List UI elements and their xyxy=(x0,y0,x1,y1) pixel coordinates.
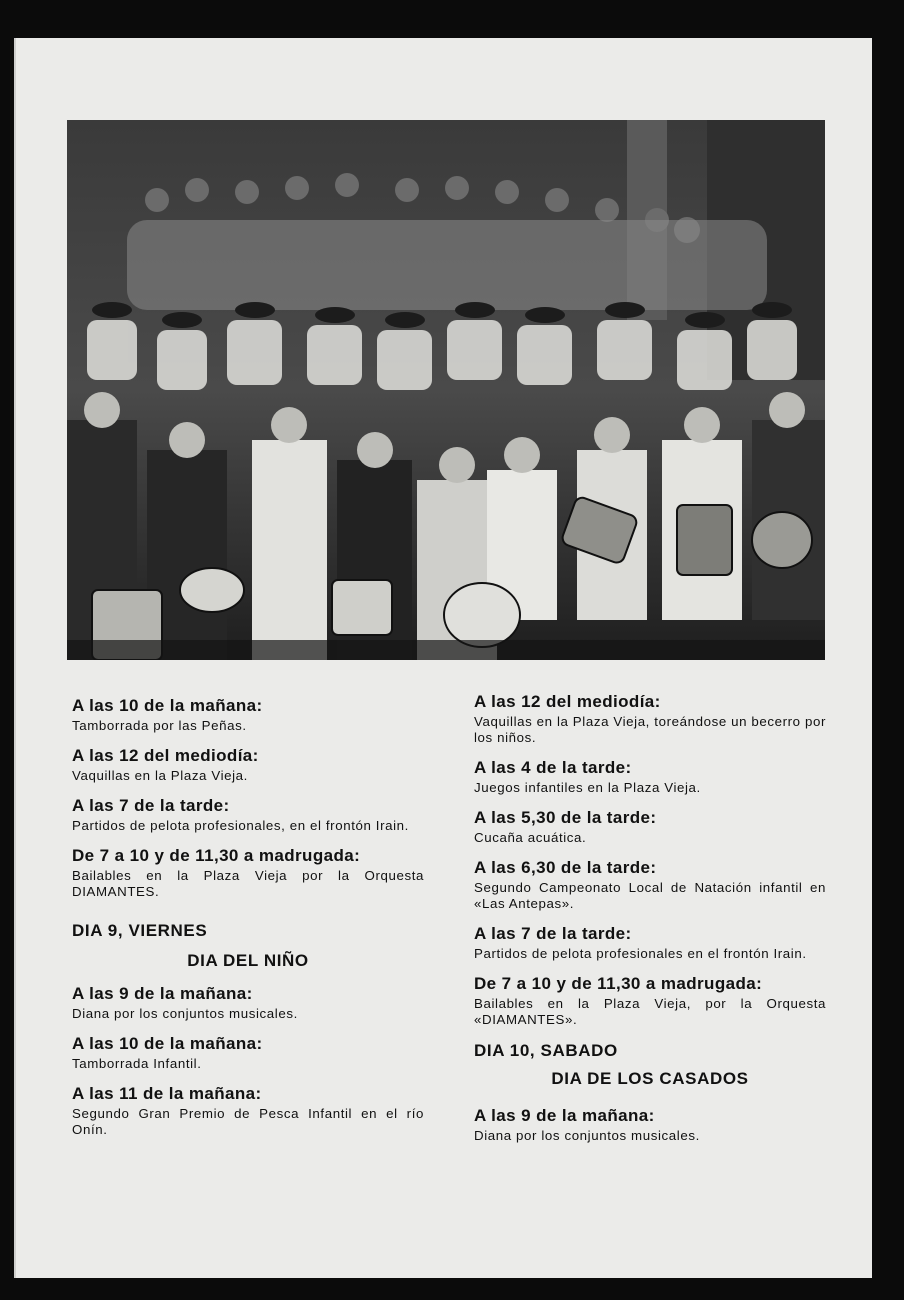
photo-illustration xyxy=(67,120,825,660)
event-item xyxy=(474,692,826,746)
event-time: A las 5,30 de la tarde: xyxy=(474,808,657,827)
event-item xyxy=(72,1084,424,1138)
event-item xyxy=(72,696,424,734)
event-description: Cucaña acuática. xyxy=(474,830,587,845)
day-heading: DIA 10, SABADO xyxy=(474,1041,618,1060)
event-time: A las 12 del mediodía: xyxy=(72,746,259,765)
event-item xyxy=(474,808,826,846)
event-time: A las 10 de la mañana: xyxy=(72,1034,263,1053)
event-item xyxy=(72,1034,424,1072)
event-description: Juegos infantiles en la Plaza Vieja. xyxy=(474,780,701,795)
event-description: Partidos de pelota profesionales en el frontón Irain. xyxy=(474,946,807,961)
event-description: Tamborrada por las Peñas. xyxy=(72,718,247,733)
event-item xyxy=(72,846,424,900)
event-description: Diana por los conjuntos musicales. xyxy=(474,1128,700,1143)
event-description: Vaquillas en la Plaza Vieja. xyxy=(72,768,248,783)
event-description: Segundo Campeonato Local de Natación infantil en «Las Antepas». xyxy=(474,880,826,911)
event-item xyxy=(474,924,826,962)
children-drummers-photo xyxy=(67,120,825,660)
event-description: Bailables en la Plaza Vieja, por la Orquesta «DIAMANTES». xyxy=(474,996,826,1027)
event-time: A las 12 del mediodía: xyxy=(474,692,661,711)
event-item xyxy=(72,984,424,1022)
event-item xyxy=(72,746,424,784)
day-heading xyxy=(72,920,424,942)
left-column xyxy=(72,696,424,1150)
event-item xyxy=(474,974,826,1028)
event-time: A las 4 de la tarde: xyxy=(474,758,632,777)
event-time: De 7 a 10 y de 11,30 a madrugada: xyxy=(72,846,361,865)
event-time: A las 9 de la mañana: xyxy=(474,1106,655,1125)
event-item xyxy=(474,1106,826,1144)
event-time: A las 9 de la mañana: xyxy=(72,984,253,1003)
event-description: Diana por los conjuntos musicales. xyxy=(72,1006,298,1021)
event-item xyxy=(474,758,826,796)
event-description: Partidos de pelota profesionales, en el frontón Irain. xyxy=(72,818,409,833)
day-heading-text: DIA 9, VIERNES xyxy=(72,921,208,940)
event-description: Vaquillas en la Plaza Vieja, toreándose un becerro por los niños. xyxy=(474,714,826,745)
event-item xyxy=(72,796,424,834)
event-time: A las 11 de la mañana: xyxy=(72,1084,262,1103)
event-description: Bailables en la Plaza Vieja por la Orquesta DIAMANTES. xyxy=(72,868,424,899)
event-description: Tamborrada Infantil. xyxy=(72,1056,202,1071)
day-subtitle: DIA DE LOS CASADOS xyxy=(551,1069,749,1088)
program-page xyxy=(14,38,872,1278)
event-time: A las 6,30 de la tarde: xyxy=(474,858,657,877)
event-time: A las 10 de la mañana: xyxy=(72,696,263,715)
event-time: De 7 a 10 y de 11,30 a madrugada: xyxy=(474,974,763,993)
event-item xyxy=(474,858,826,912)
event-time: A las 7 de la tarde: xyxy=(72,796,230,815)
day-subtitle: DIA DEL NIÑO xyxy=(187,951,309,970)
event-time: A las 7 de la tarde: xyxy=(474,924,632,943)
event-description: Segundo Gran Premio de Pesca Infantil en el río Onín. xyxy=(72,1106,424,1137)
right-column xyxy=(474,692,826,1156)
